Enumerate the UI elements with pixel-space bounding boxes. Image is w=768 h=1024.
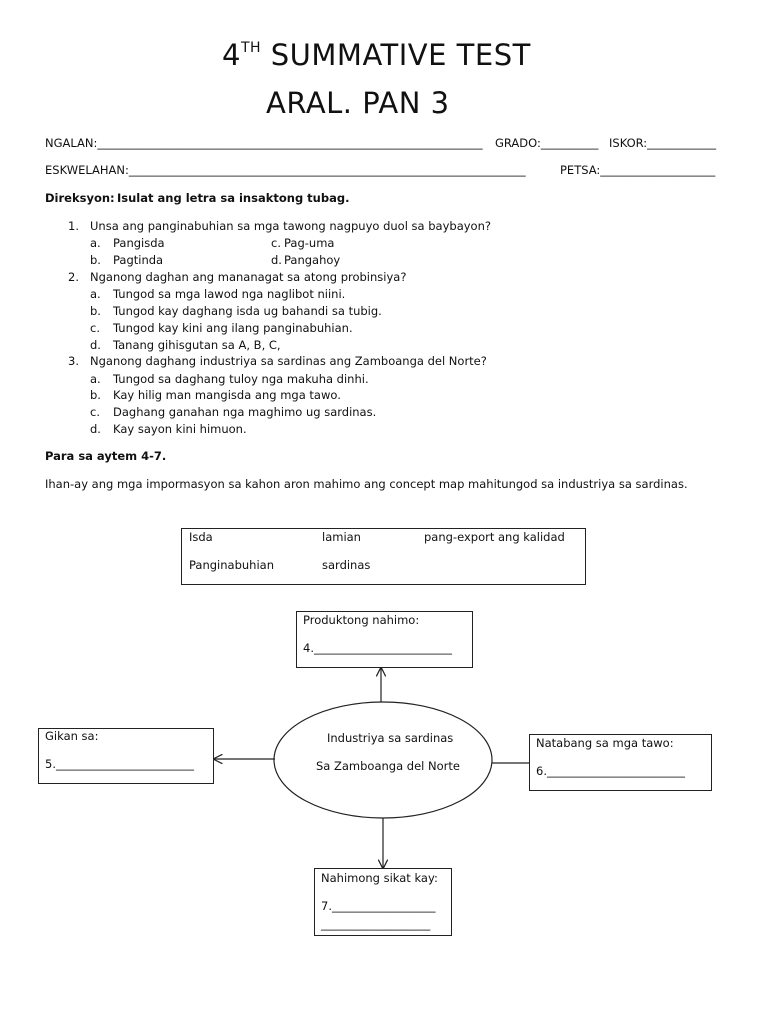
word-bank-item: lamian xyxy=(322,530,361,544)
answer-blank-7-line-2[interactable]: ___________________ xyxy=(321,917,431,931)
word-bank-item: sardinas xyxy=(322,558,371,572)
option-text: Tungod kay kini ang ilang panginabuhian. xyxy=(113,321,353,335)
option-text: Tungod sa daghang tuloy nga makuha dinhi. xyxy=(113,372,369,386)
direksyon-label: Direksyon: xyxy=(45,191,115,205)
para-instruction: Ihan-ay ang mga impormasyon sa kahon aron mahimo ang concept map mahitungod sa industriya sa sardinas. xyxy=(45,477,688,491)
question-number: 1. xyxy=(68,219,79,233)
left-answer-box xyxy=(38,728,214,784)
para-heading: Para sa aytem 4-7. xyxy=(45,449,167,463)
title-line-2: ARAL. PAN 3 xyxy=(266,86,450,120)
option-letter: c. xyxy=(90,321,100,335)
option-text: Pagtinda xyxy=(113,253,164,267)
right-box-label: Natabang sa mga tawo: xyxy=(536,736,674,750)
left-box-label: Gikan sa: xyxy=(45,729,99,743)
bottom-box-label: Nahimong sikat kay: xyxy=(321,871,438,885)
option-text: Kay hilig man mangisda ang mga tawo. xyxy=(113,388,341,402)
option-letter: b. xyxy=(90,388,101,402)
option-text: Pangisda xyxy=(113,236,165,250)
option-letter: c. xyxy=(271,236,281,250)
question-text: Unsa ang panginabuhian sa mga tawong nagpuyo duol sa baybayon? xyxy=(90,219,491,233)
answer-blank-7[interactable]: 7.__________________ xyxy=(321,899,436,913)
right-answer-box xyxy=(529,734,712,791)
ngalan-field[interactable]: NGALAN:___________________________________________________________________ xyxy=(45,136,483,150)
question-number: 2. xyxy=(68,270,79,284)
title-text: SUMMATIVE TEST xyxy=(261,38,531,72)
center-line-2: Sa Zamboanga del Norte xyxy=(316,759,460,773)
answer-blank-6[interactable]: 6.________________________ xyxy=(536,764,685,778)
top-answer-box xyxy=(296,611,473,668)
option-text: Pangahoy xyxy=(284,253,341,267)
direksyon-text: Isulat ang letra sa insaktong tubag. xyxy=(117,191,350,205)
word-bank-item: Isda xyxy=(189,530,213,544)
option-text: Tungod sa mga lawod nga naglibot niini. xyxy=(113,287,346,301)
option-text: Kay sayon kini himuon. xyxy=(113,422,247,436)
title-number: 4 xyxy=(222,38,241,72)
option-text: Tanang gihisgutan sa A, B, C, xyxy=(113,338,281,352)
grado-field[interactable]: GRADO:__________ xyxy=(495,136,599,150)
iskor-field[interactable]: ISKOR:____________ xyxy=(609,136,717,150)
option-letter: c. xyxy=(90,405,100,419)
eskwelahan-field[interactable]: ESKWELAHAN:_____________________________________________________________________ xyxy=(45,163,526,177)
question-text: Nganong daghang industriya sa sardinas ang Zamboanga del Norte? xyxy=(90,354,487,368)
option-letter: b. xyxy=(90,253,101,267)
center-line-1: Industriya sa sardinas xyxy=(327,731,454,745)
word-bank-item: Panginabuhian xyxy=(189,558,274,572)
option-letter: b. xyxy=(90,304,101,318)
option-letter: a. xyxy=(90,372,101,386)
option-letter: d. xyxy=(271,253,282,267)
option-text: Daghang ganahan nga maghimo ug sardinas. xyxy=(113,405,377,419)
word-bank-item: pang-export ang kalidad xyxy=(424,530,565,544)
option-text: Pag-uma xyxy=(284,236,335,250)
option-letter: a. xyxy=(90,287,101,301)
option-letter: d. xyxy=(90,422,101,436)
petsa-field[interactable]: PETSA:____________________ xyxy=(560,163,716,177)
answer-blank-4[interactable]: 4.________________________ xyxy=(303,641,452,655)
title-superscript: TH xyxy=(240,40,262,56)
bottom-answer-box xyxy=(314,868,452,936)
top-box-label: Produktong nahimo: xyxy=(303,613,420,627)
question-number: 3. xyxy=(68,354,79,368)
option-letter: d. xyxy=(90,338,101,352)
answer-blank-5[interactable]: 5.________________________ xyxy=(45,757,194,771)
question-text: Nganong daghan ang mananagat sa atong probinsiya? xyxy=(90,270,407,284)
option-text: Tungod kay daghang isda ug bahandi sa tubig. xyxy=(113,304,382,318)
option-letter: a. xyxy=(90,236,101,250)
